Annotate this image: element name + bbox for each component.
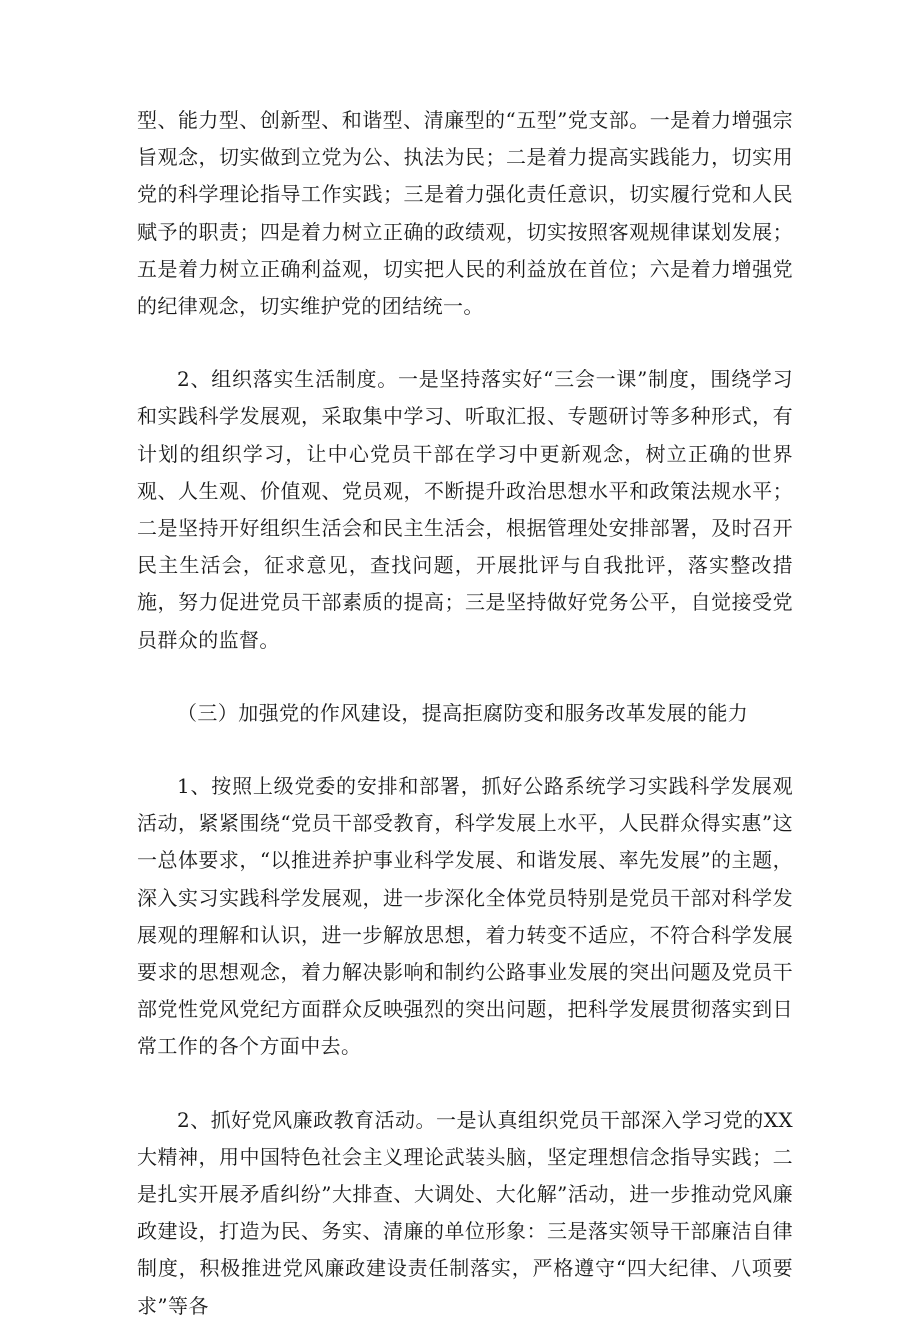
paragraph-five-type-branch: 型、能力型、创新型、和谐型、清廉型的“五型”党支部。一是着力增强宗旨观念，切实做到立党为公、执法为民；二是着力提高实践能力，切实用党的科学理论指导工作实践；三是着力强化责任意识，切实履行党和人民赋予的职责；四是着力树立正确的政绩观，切实按照客观规律谋划发展；五是着力树立正确利益观，切实把人民的利益放在首位；六是着力增强党的纪律观念，切实维护党的团结统一。	[137, 108, 793, 319]
paragraph-scientific-development: 1、按照上级党委的安排和部署，抓好公路系统学习实践科学发展观活动，紧紧围绕“党员干部受教育，科学发展上水平，人民群众得实惠”这一总体要求，“以推进养护事业科学发展、和谐发展、率先发展”的主题，深入实习实践科学发展观，进一步深化全体党员特别是党员干部对科学发展观的理解和认识，进一步解放思想，着力转变不适应，不符合科学发展要求的思想观念，着力解决影响和制约公路事业发展的突出问题及党员干部党性党风党纪方面群众反映强烈的突出问题，把科学发展贯彻落实到日常工作的各个方面中去。	[137, 774, 793, 1059]
paragraph-clean-government-education: 2、抓好党风廉政教育活动。一是认真组织党员干部深入学习党的XX大精神，用中国特色社会主义理论武装头脑，坚定理想信念指导实践；二是扎实开展矛盾纠纷”大排查、大调处、大化解”活动，进一步推动党风廉政建设，打造为民、务实、清廉的单位形象：三是落实领导干部廉洁自律制度，积极推进党风廉政建设责任制落实，严格遵守“四大纪律、八项要求”等各	[137, 1107, 793, 1318]
section-heading-style-building: （三）加强党的作风建设，提高拒腐防变和服务改革发展的能力	[177, 700, 749, 725]
paragraph-gap	[137, 1066, 793, 1102]
paragraph-organize-life-system: 2、组织落实生活制度。一是坚持落实好“三会一课”制度，围绕学习和实践科学发展观，采取集中学习、听取汇报、专题研讨等多种形式，有计划的组织学习，让中心党员干部在学习中更新观念，树立正确的世界观、人生观、价值观、党员观，不断提升政治思想水平和政策法规水平；二是坚持开好组织生活会和民主生活会，根据管理处安排部署，及时召开民主生活会，征求意见，查找问题，开展批评与自我批评，落实整改措施，努力促进党员干部素质的提高；三是坚持做好党务公平，自觉接受党员群众的监督。	[137, 367, 793, 652]
paragraph-gap	[137, 732, 793, 768]
document-page	[137, 102, 793, 1325]
paragraph-gap	[137, 659, 793, 695]
paragraph-gap	[137, 325, 793, 361]
